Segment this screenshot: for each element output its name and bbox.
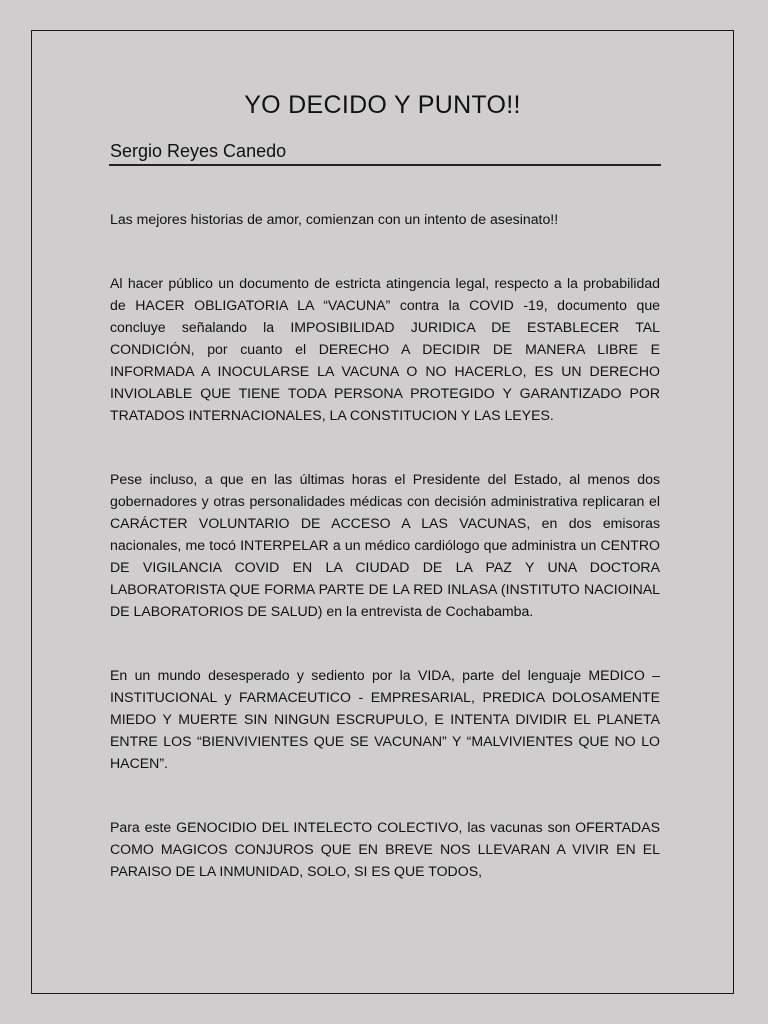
author-name: Sergio Reyes Canedo (110, 141, 287, 161)
document-page (31, 30, 734, 994)
paragraph-3: Pese incluso, a que en las últimas horas el Presidente del Estado, al menos dos gobernadores y otras personalidades médicas con decisión administrativa replicaran el CARÁCTER VOLUNTARIO DE ACCESO A LAS VACUNAS, en dos emisoras nacionales, me tocó INTERPELAR a un médico cardiólogo que administra un CENTRO DE VIGILANCIA COVID EN LA CIUDAD DE LA PAZ Y UNA DOCTORA LABORATORISTA QUE FORMA PARTE DE LA RED INLASA (INSTITUTO NACIOINAL DE LABORATORIOS DE SALUD) en la entrevista de Cochabamba. (110, 471, 660, 619)
document-title: YO DECIDO Y PUNTO!! (244, 91, 521, 119)
paragraph-1: Las mejores historias de amor, comienzan con un intento de asesinato!! (110, 211, 559, 227)
document-body (110, 208, 660, 924)
paragraph-2: Al hacer público un documento de estricta atingencia legal, respecto a la probabilidad de HACER OBLIGATORIA LA “VACUNA” contra la COVID -19, documento que concluye señalando la IMPOSIBILIDAD JURIDICA DE ESTABLECER TAL CONDICIÓN, por cuanto el DERECHO A DECIDIR DE MANERA LIBRE E INFORMADA A INOCULARSE LA VACUNA O NO HACERLO, ES UN DERECHO INVIOLABLE QUE TIENE TODA PERSONA PROTEGIDO Y GARANTIZADO POR TRATADOS INTERNACIONALES, LA CONSTITUCION Y LAS LEYES. (110, 275, 660, 423)
title-divider (109, 164, 661, 166)
paragraph-4: En un mundo desesperado y sediento por la VIDA, parte del lenguaje MEDICO – INSTITUCIONAL y FARMACEUTICO - EMPRESARIAL, PREDICA DOLOSAMENTE MIEDO Y MUERTE SIN NINGUN ESCRUPULO, E INTENTA DIVIDIR EL PLANETA ENTRE LOS “BIENVIVIENTES QUE SE VACUNAN” Y “MALVIVIENTES QUE NO LO HACEN”. (110, 667, 660, 771)
paragraph-5: Para este GENOCIDIO DEL INTELECTO COLECTIVO, las vacunas son OFERTADAS COMO MAGICOS CONJUROS QUE EN BREVE NOS LLEVARAN A VIVIR EN EL PARAISO DE LA INMUNIDAD, SOLO, SI ES QUE TODOS, (110, 819, 660, 879)
